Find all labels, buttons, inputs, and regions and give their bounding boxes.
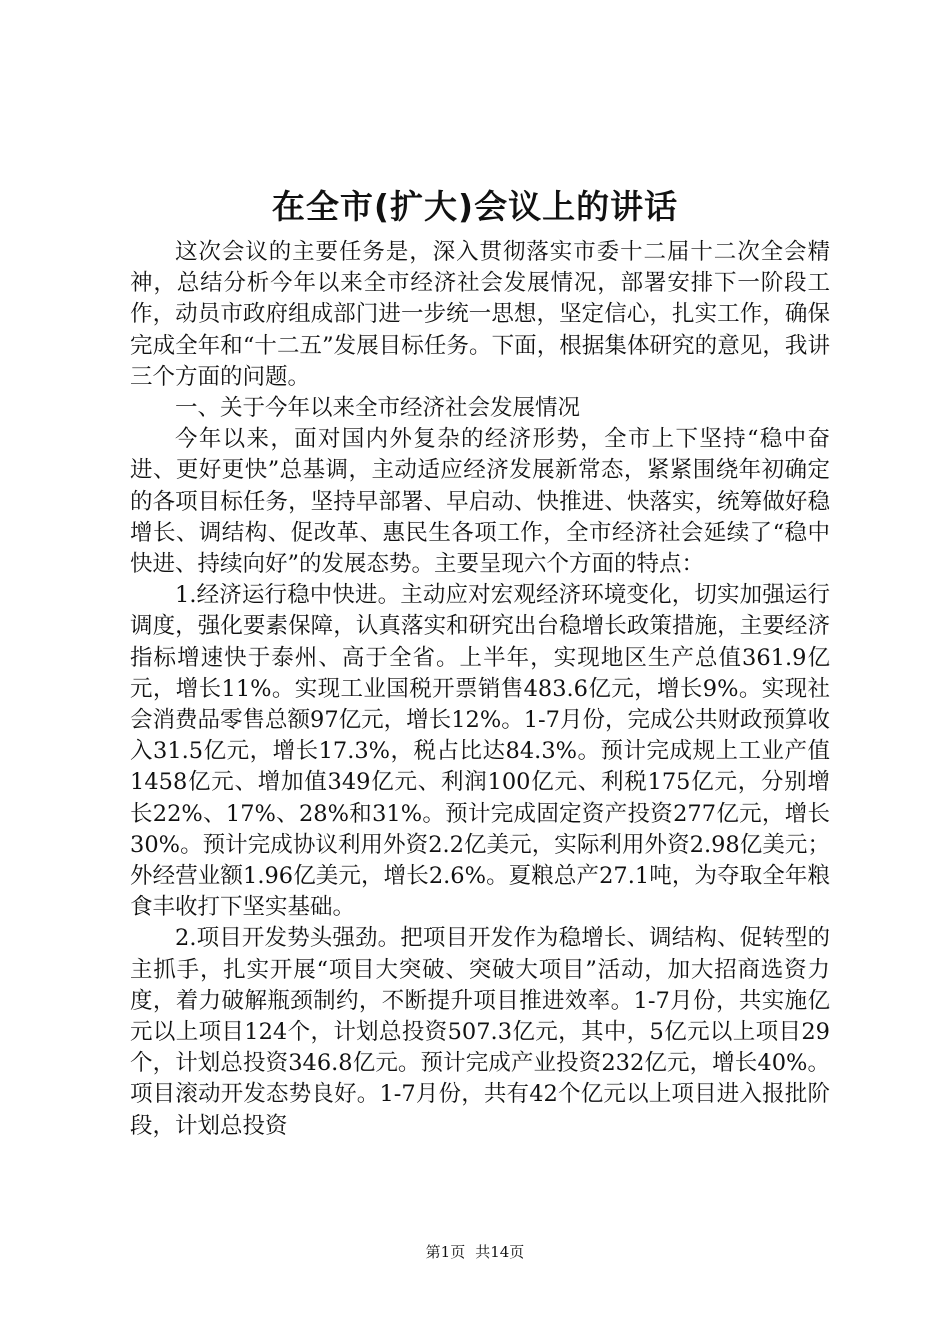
page-number: 第1页 [425,1243,466,1261]
intro-paragraph: 这次会议的主要任务是，深入贯彻落实市委十二届十二次全会精神，总结分析今年以来全市经济社会发展情况，部署安排下一阶段工作，动员市政府组成部门进一步统一思想，坚定信心，扎实工作，确保完成全年和“十二五”发展目标任务。下面，根据集体研究的意见，我讲三个方面的问题。 [130,239,830,390]
total-pages: 共14页 [475,1243,525,1261]
section-heading: 一、关于今年以来全市经济社会发展情况 [175,395,581,422]
point-1-paragraph: 1.经济运行稳中快进。主动应对宏观经济环境变化，切实加强运行调度，强化要素保障，认真落实和研究出台稳增长政策措施，主要经济指标增速快于泰州、高于全省。上半年，实现地区生产总值361.9亿元，增长11%。实现工业国税开票销售483.6亿元，增长9%。实现社会消费品零售总额97亿元，增长12%。1-7月份，完成公共财政预算收入31.5亿元，增长17.3%，税占比达84.3%。预计完成规上工业产值1458亿元、增加值349亿元、利润100亿元、利税175亿元，分别增长22%、17%、28%和31%。预计完成固定资产投资277亿元，增长30%。预计完成协议利用外资2.2亿美元，实际利用外资2.98亿美元；外经营业额1.96亿美元，增长2.6%。夏粮总产27.1吨，为夺取全年粮食丰收打下坚实基础。 [130,582,830,921]
document-body [130,237,830,1142]
overview-paragraph: 今年以来，面对国内外复杂的经济形势，全市上下坚持“稳中奋进、更好更快”总基调，主动适应经济发展新常态，紧紧围绕年初确定的各项目标任务，坚持早部署、早启动、快推进、快落实，统筹做好稳增长、调结构、促改革、惠民生各项工作，全市经济社会延续了“稳中快进、持续向好”的发展态势。主要呈现六个方面的特点： [130,426,830,578]
point-2-paragraph: 2.项目开发势头强劲。把项目开发作为稳增长、调结构、促转型的主抓手，扎实开展“项目大突破、突破大项目”活动，加大招商选资力度，着力破解瓶颈制约，不断提升项目推进效率。1-7月份，共实施亿元以上项目124个，计划总投资507.3亿元，其中，5亿元以上项目29个，计划总投资346.8亿元。预计完成产业投资232亿元，增长40%。项目滚动开发态势良好。1-7月份，共有42个亿元以上项目进入报批阶段，计划总投资 [130,925,830,1139]
page-footer [0,1242,950,1262]
document-title: 在全市(扩大)会议上的讲话 [271,187,679,226]
